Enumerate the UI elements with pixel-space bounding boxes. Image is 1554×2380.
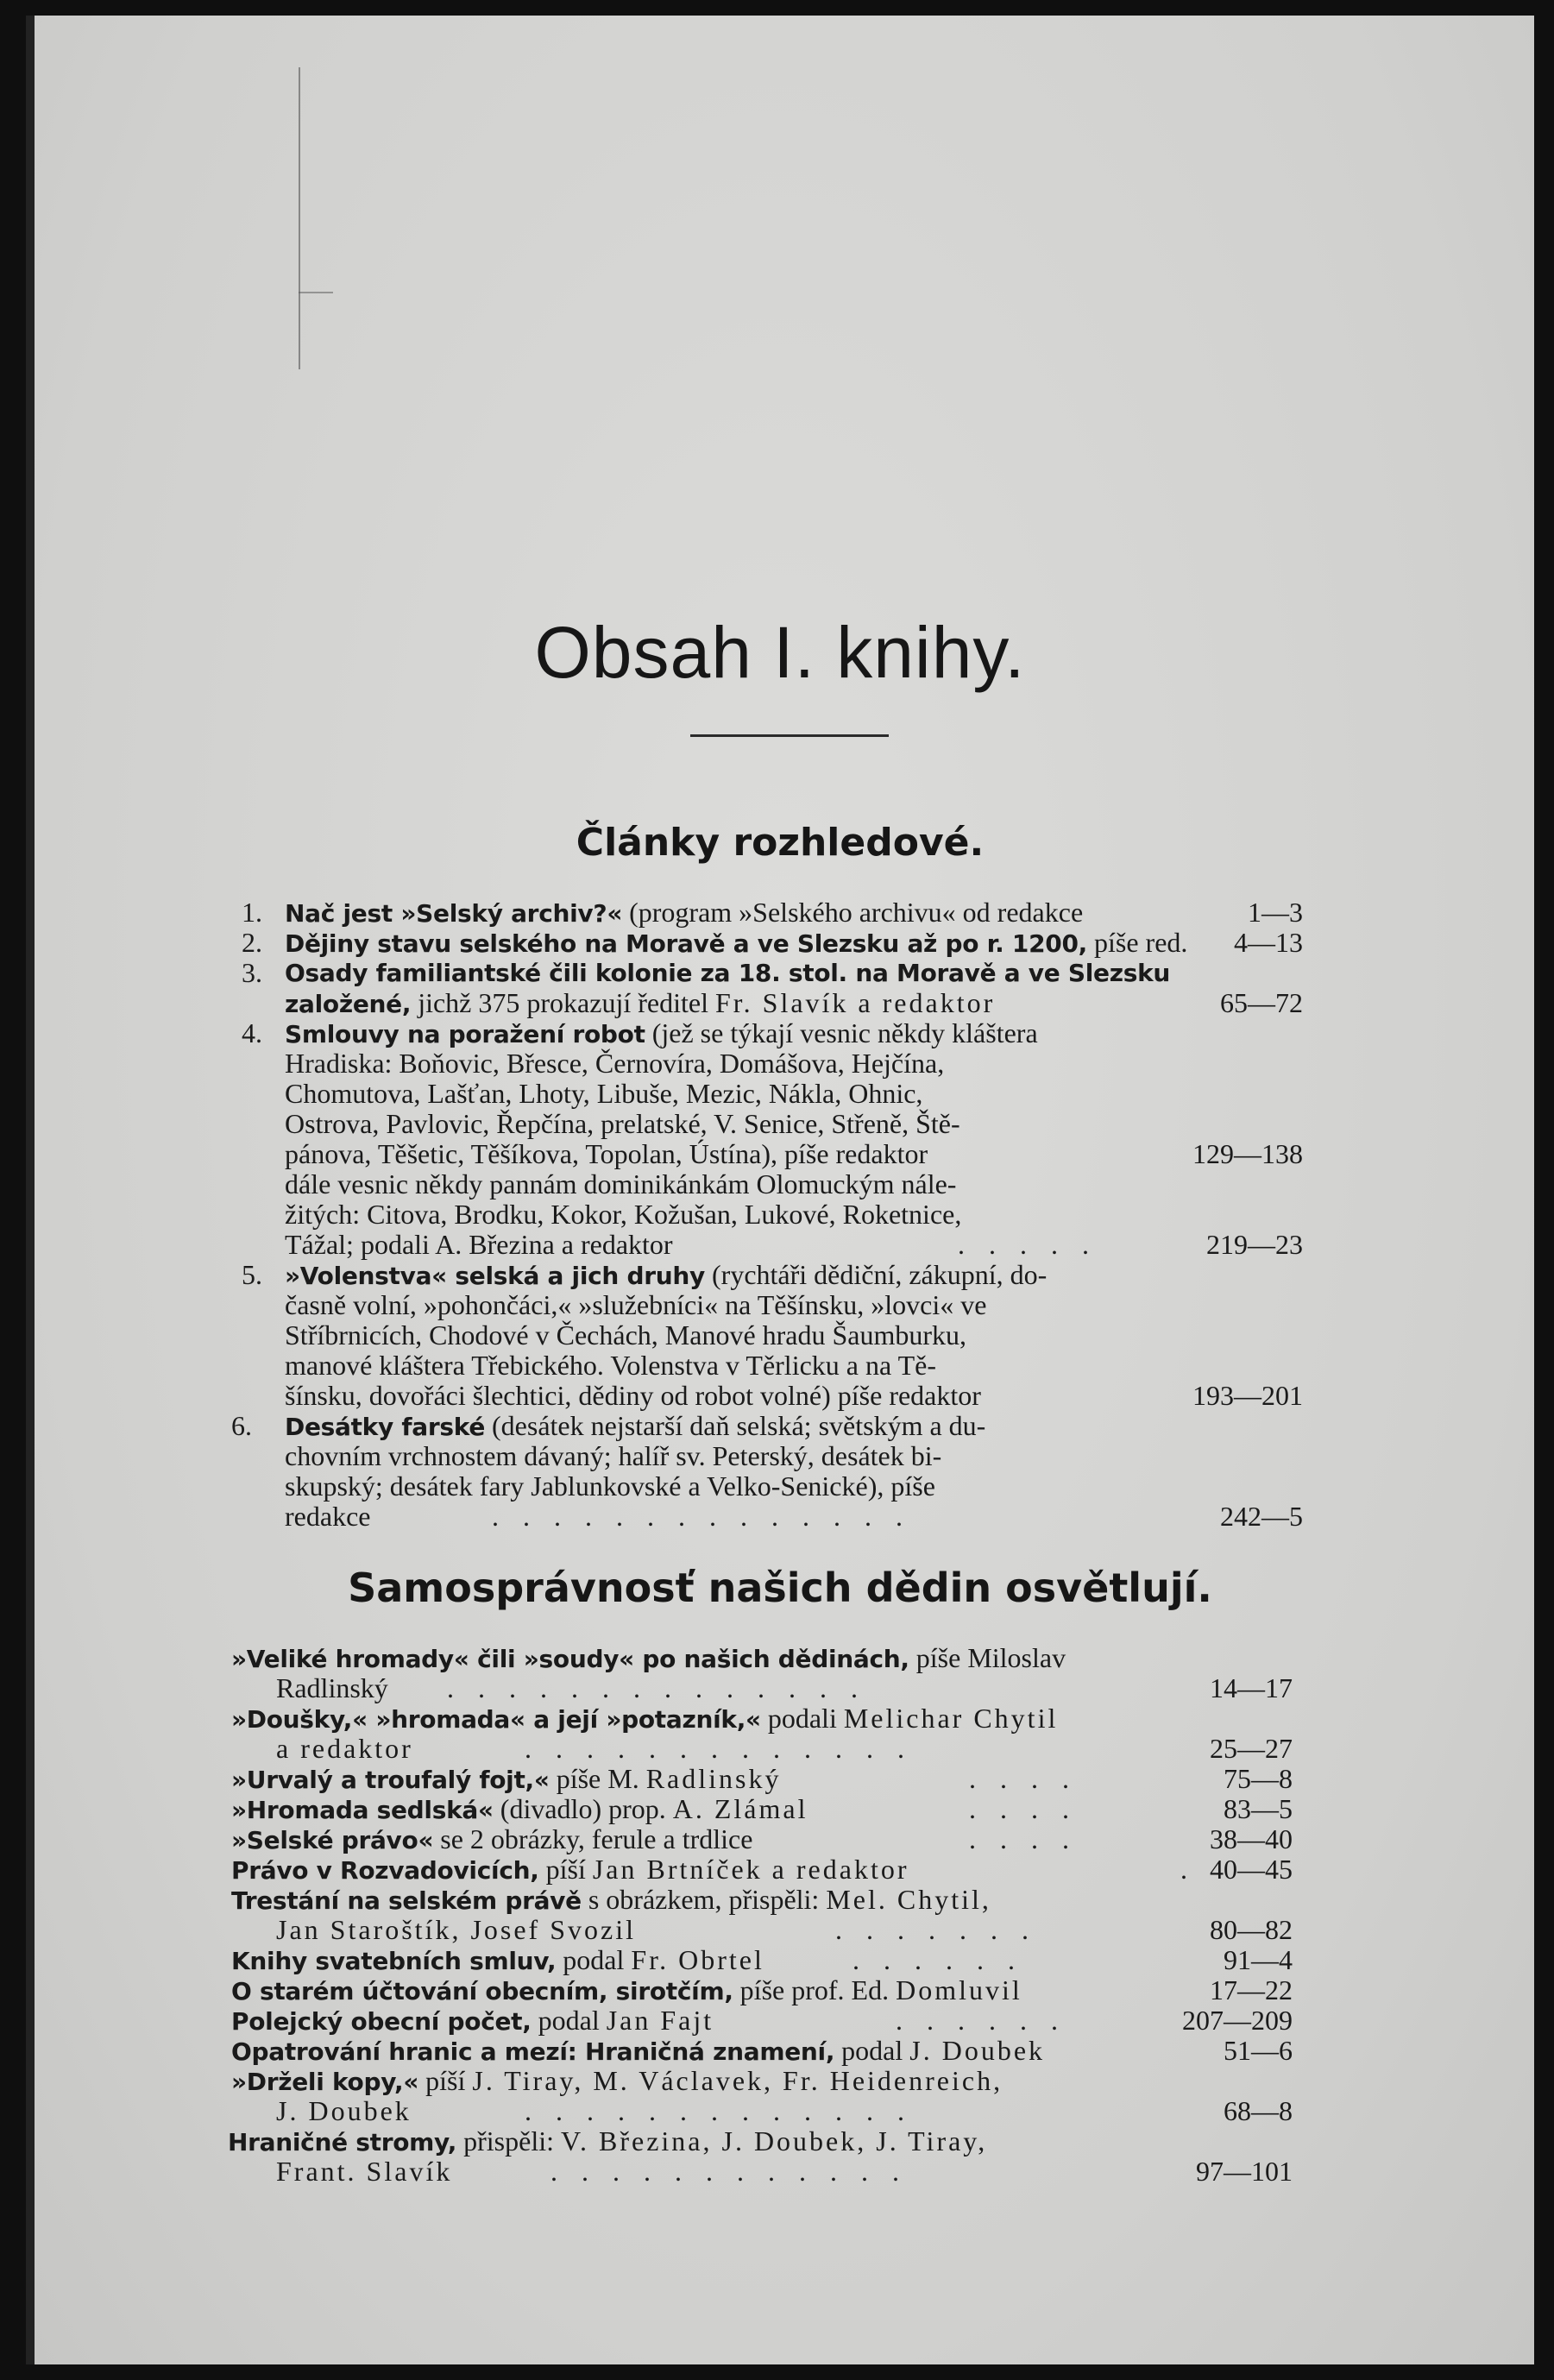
title-divider: [690, 734, 889, 737]
entry-k: Opatrování hranic a mezí: Hraničná znamení, podal J. Doubek 51—6: [231, 2035, 1293, 2066]
section1-list: 1. Nač jest »Selský archiv?« (program »Selského archivu« od redakce 1—3 2. Dějiny stavu selského na Moravě a ve Slezsku až po r. 1200, píše red. 4—13 3. Osady familiantské čili kolonie za 18. stol. na Moravě a ve Slezsku založené, jichž 375 prokazují ředitel Fr. Slavík a redaktor 65—72 4. Smlouvy na poražení robot (jež se týkají vesnic někdy kláštera Hradiska: Boňovic, Břesce, Černovíra, Domášova, Hejčína, Chomutova, Lašťan, Lhoty, Libuše, Mezic, Nákla, Ohnic, Ostrova, Pavlovic, Řepčína, prelatské, V. Senice, Střeně, Ště- pánova, Těšetic, Těšíkova, Topolan, Ústína), píše redaktor 129—138 dále vesnic někdy pannám dominikánkám Olomuckým nále- žitých: Citova, Brodku, Kokor, Kožušan, Lukové, Roketnice, Tážal; podali A. Březina a redaktor . . . . . 219—23 5. »Volenstva« selská a jich druhy (rychtáři dědiční, zákupní, do- časně volní, »pohončáci,« »služebníci« na Těšínsku, »lovci« ve Stříbrnicích, Chodové v Čechách, Manové hradu Šaumburku, manové kláštera Třebického. Volenstva v Těrlicku a na Tě- šínsku, dovořáci šlechtici, dědiny od robot volné) píše redaktor 193—201 6. Desátky farské (desátek nejstarší daň selská; světským a du- chovním vrchnostem dávaný; halíř sv. Peterský, desátek bi- skupský; desátek fary Jablunkovské a Velko-Senické), píše redakce . . . . . . . . . . . . . . 242—5: [231, 897, 1303, 1532]
entry-d: »Hromada sedlská« (divadlo) prop. A. Zlámal . . . . 83—5: [231, 1793, 1293, 1824]
entry-b: »Doušky,« »hromada« a její »potazník,« podali Melichar Chytil: [231, 1703, 1059, 1734]
page-range: 1—3: [1248, 897, 1303, 928]
page-range: 242—5: [1220, 1501, 1303, 1532]
entry-4: 4. Smlouvy na poražení robot (jež se týkají vesnic někdy kláštera: [242, 1017, 1038, 1048]
section-heading-samospravnost: Samosprávnosť našich dědin osvětlují.: [348, 1565, 1212, 1611]
entry-l: »Drželi kopy,« píší J. Tiray, M. Václavek, Fr. Heidenreich,: [231, 2065, 1003, 2096]
entry-j: Polejcký obecní počet, podal Jan Fajt . . . . . . 207—209: [231, 2005, 1293, 2036]
page-range: 4—13: [1234, 927, 1303, 958]
entry-a: »Veliké hromady« čili »soudy« po našich dědinách, píše Miloslav: [231, 1642, 1066, 1673]
entry-c: »Urvalý a troufalý fojt,« píše M. Radlinský . . . . 75—8: [231, 1763, 1293, 1794]
page-range: 219—23: [1206, 1229, 1303, 1260]
entry-5: 5. »Volenstva« selská a jich druhy (rychtáři dědiční, zákupní, do-: [242, 1259, 1048, 1290]
page-edge-shadow: [26, 16, 35, 2364]
scanned-page: [26, 16, 1534, 2364]
section-heading-clanky: Články rozhledové.: [576, 821, 985, 865]
entry-6: 6. Desátky farské (desátek nejstarší daň selská; světským a du-: [231, 1410, 986, 1441]
entry-3: 3. Osady familiantské čili kolonie za 18. stol. na Moravě a ve Slezsku: [242, 957, 1171, 988]
section2-list: »Veliké hromady« čili »soudy« po našich dědinách, píše Miloslav Radlinský . . . . . . . . . . . . . . 14—17 »Doušky,« »hromada« a její »potazník,« podali Melichar Chytil a redaktor . . . . . . . . . . . . . 25—27 »Urvalý a troufalý fojt,« píše M. Radlinský . . . . 75—8 »Hromada sedlská« (divadlo) prop. A. Zlámal . . . . 83—5 »Selské právo« se 2 obrázky, ferule a trdlice . . . . 38—40 Právo v Rozvadovicích, píší Jan Brtníček a redaktor . 40—45 Trestání na selském právě s obrázkem, přispěli: Mel. Chytil, Jan Staroštík, Josef Svozil . . . . . . . 80—82 Knihy svatebních smluv, podal Fr. Obrtel . . . . . . 91—4 O starém účtování obecním, sirotčím, píše prof. Ed. Domluvil 17—22 Polejcký obecní počet, podal Jan Fajt . . . . . . 207—209 Opatrování hranic a mezí: Hraničná znamení, podal J. Doubek 51—6 »Drželi kopy,« píší J. Tiray, M. Václavek, Fr. Heidenreich, J. Doubek . . . . . . . . . . . . . 68—8 Hraničné stromy, přispěli: V. Březina, J. Doubek, J. Tiray, Frant. Slavík . . . . . . . . . . . . 97—101: [228, 1642, 1293, 2187]
entry-i: O starém účtování obecním, sirotčím, píše prof. Ed. Domluvil 17—22: [231, 1974, 1293, 2005]
page-title: Obsah I. knihy.: [534, 612, 1026, 693]
page-range: 193—201: [1192, 1380, 1303, 1411]
entry-1: 1. Nač jest »Selský archiv?« (program »Selského archivu« od redakce 1—3: [242, 897, 1303, 928]
entry-e: »Selské právo« se 2 obrázky, ferule a trdlice . . . . 38—40: [231, 1823, 1293, 1854]
page-range: 129—138: [1192, 1138, 1303, 1169]
entry-f: Právo v Rozvadovicích, píší Jan Brtníček a redaktor . 40—45: [231, 1854, 1293, 1885]
page-range: 65—72: [1220, 987, 1303, 1018]
pencil-mark-tick: [299, 292, 333, 293]
entry-m: Hraničné stromy, přispěli: V. Březina, J. Doubek, J. Tiray,: [228, 2125, 988, 2156]
entry-g: Trestání na selském právě s obrázkem, přispěli: Mel. Chytil,: [231, 1884, 991, 1915]
entry-2: 2. Dějiny stavu selského na Moravě a ve Slezsku až po r. 1200, píše red. 4—13: [242, 927, 1303, 958]
pencil-mark: [299, 67, 300, 369]
entry-h: Knihy svatebních smluv, podal Fr. Obrtel . . . . . . 91—4: [231, 1944, 1293, 1975]
